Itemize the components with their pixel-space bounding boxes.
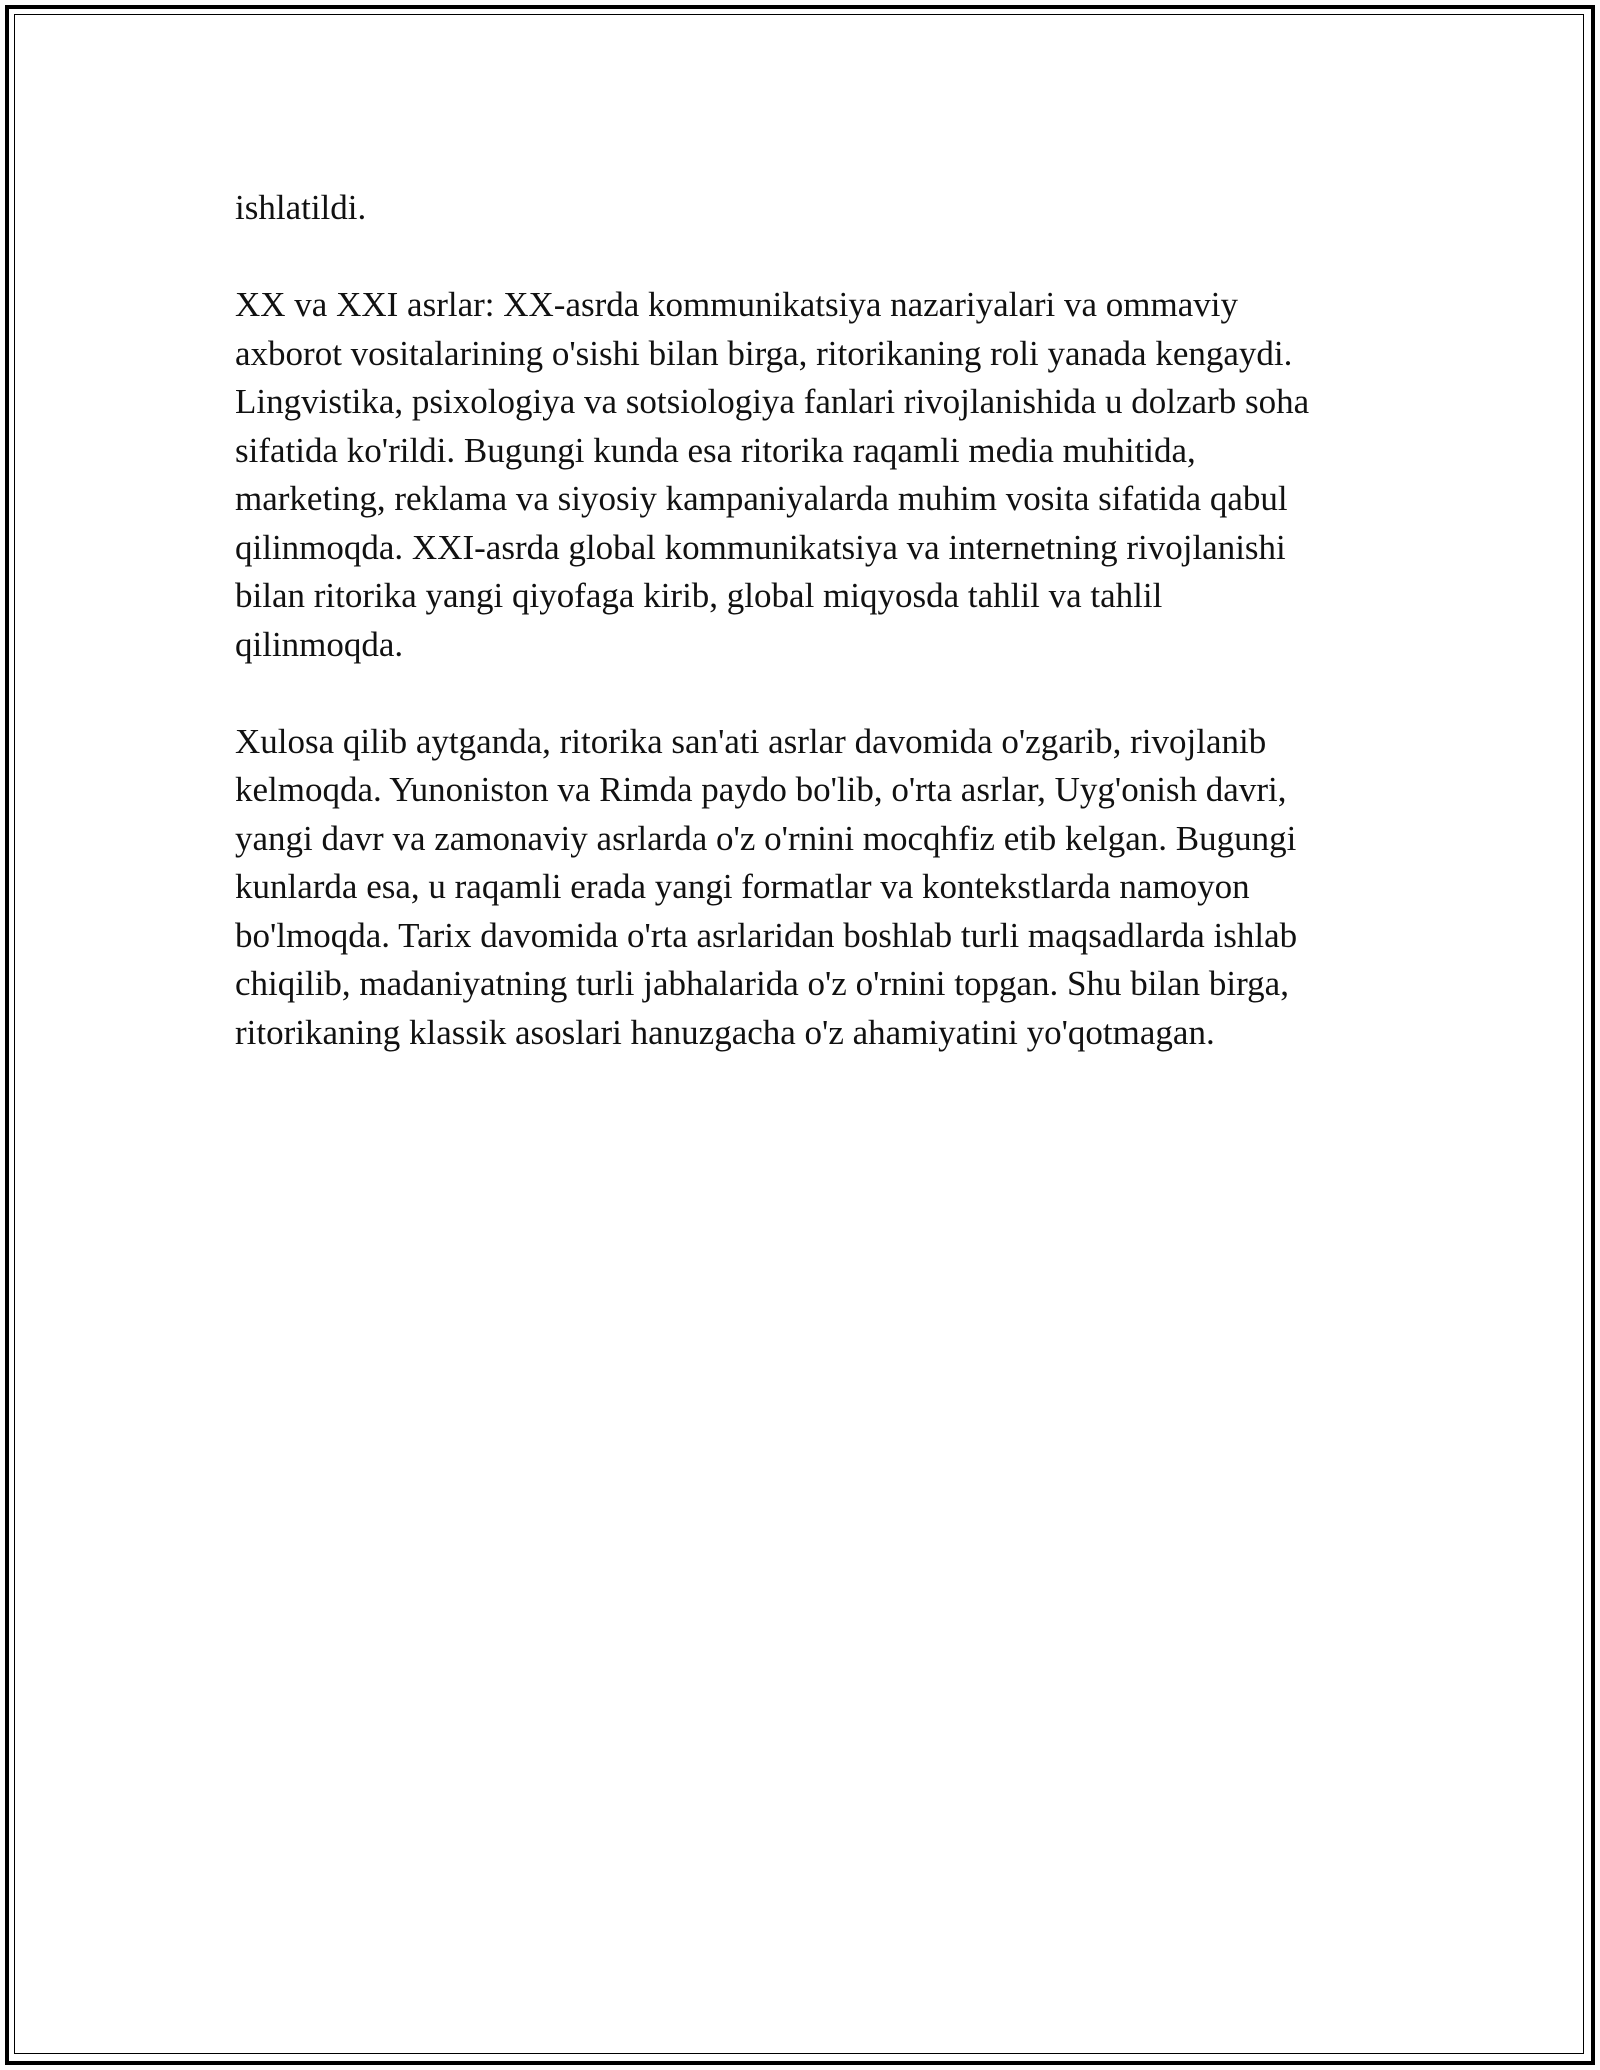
text-line: marketing, reklama va siyosiy kampaniyalarda muhim vosita sifatida qabul <box>235 479 1288 518</box>
text-line: kelmoqda. Yunoniston va Rimda paydo bo'lib, o'rta asrlar, Uyg'onish davri, <box>235 770 1287 809</box>
text-line: ishlatildi. <box>235 188 367 227</box>
text-line: bilan ritorika yangi qiyofaga kirib, global miqyosda tahlil va tahlil <box>235 576 1163 615</box>
paragraph-continuation <box>235 184 1385 233</box>
document-body <box>235 184 1385 1106</box>
text-line: yangi davr va zamonaviy asrlarda o'z o'rnini mocqhfiz etib kelgan. Bugungi <box>235 818 1297 858</box>
text-line: sifatida ko'rildi. Bugungi kunda esa ritorika raqamli media muhitida, <box>235 430 1196 470</box>
paragraph-conclusion <box>235 718 1385 1058</box>
text-line: Lingvistika, psixologiya va sotsiologiya fanlari rivojlanishida u dolzarb soha <box>235 382 1310 421</box>
text-line: kunlarda esa, u raqamli erada yangi formatlar va kontekstlarda namoyon <box>235 867 1250 906</box>
text-line: ritorikaning klassik asoslari hanuzgacha o'z ahamiyatini yo'qotmagan. <box>235 1012 1215 1052</box>
text-line: qilinmoqda. <box>235 624 404 664</box>
text-line: axborot vositalarining o'sishi bilan birga, ritorikaning roli yanada kengaydi. <box>235 333 1293 373</box>
text-line: Xulosa qilib aytganda, ritorika san'ati asrlar davomida o'zgarib, rivojlanib <box>235 721 1267 761</box>
text-line: chiqilib, madaniyatning turli jabhalarida o'z o'rnini topgan. Shu bilan birga, <box>235 964 1289 1003</box>
text-line: bo'lmoqda. Tarix davomida o'rta asrlaridan boshlab turli maqsadlarda ishlab <box>235 915 1298 955</box>
text-line: XX va XXI asrlar: XX-asrda kommunikatsiya nazariyalari va ommaviy <box>235 285 1239 324</box>
paragraph-xx-xxi-centuries <box>235 281 1385 669</box>
text-line: qilinmoqda. XXI-asrda global kommunikatsiya va internetning rivojlanishi <box>235 527 1286 567</box>
